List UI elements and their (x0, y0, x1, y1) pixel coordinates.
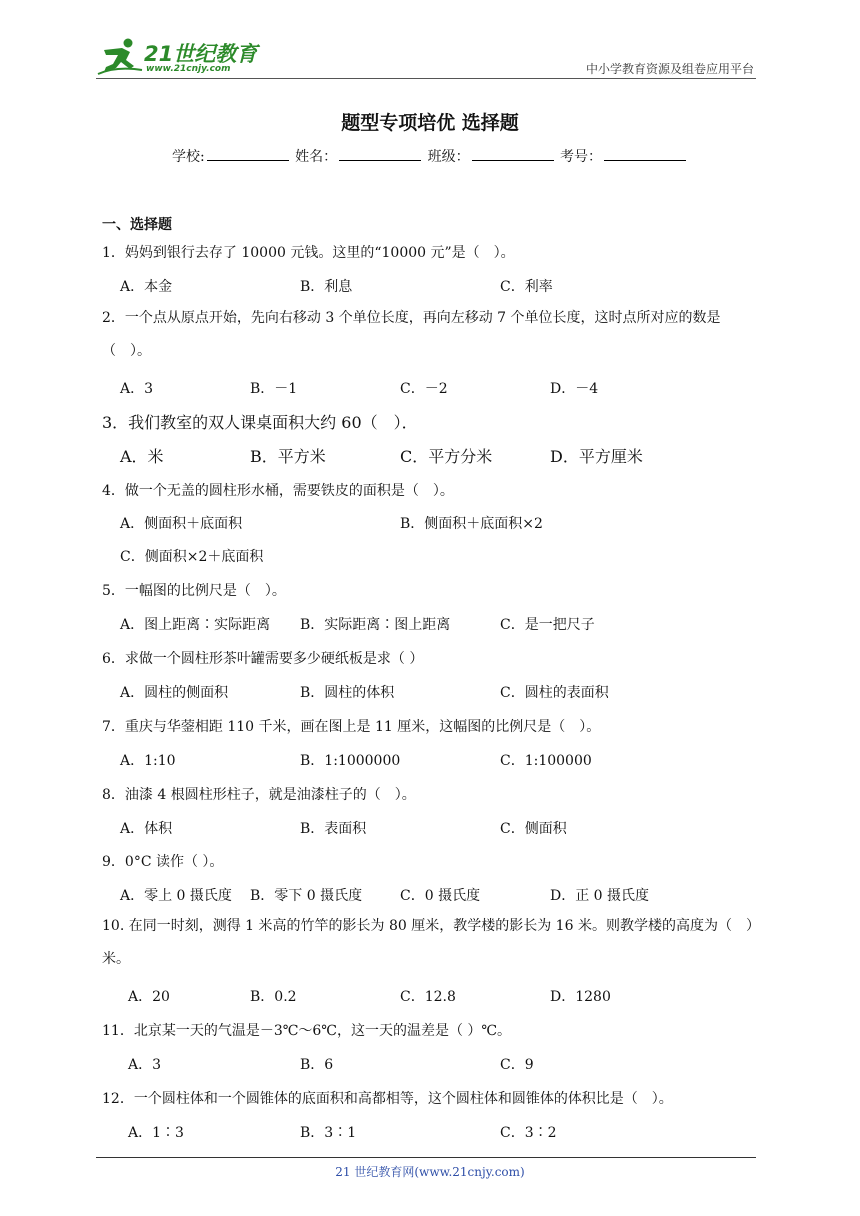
q6-option-b[interactable]: B．圆柱的体积 (300, 685, 395, 701)
question-5: 5．一幅图的比例尺是（ ）。 (102, 583, 286, 599)
question-4: 4．做一个无盖的圆柱形水桶，需要铁皮的面积是（ ）。 (102, 483, 454, 499)
q2-option-d[interactable]: D．－4 (550, 381, 599, 397)
q5-option-a[interactable]: A．图上距离∶实际距离 (120, 617, 271, 633)
q4-option-a[interactable]: A．侧面积＋底面积 (120, 516, 243, 532)
question-11: 11．北京某一天的气温是－3℃～6℃，这一天的温差是（ ）℃。 (102, 1023, 512, 1039)
q3-option-c[interactable]: C．平方分米 (400, 447, 493, 466)
q5-option-b[interactable]: B．实际距离∶图上距离 (300, 617, 451, 633)
q6-option-c[interactable]: C．圆柱的表面积 (500, 685, 609, 701)
question-3: 3．我们教室的双人课桌面积大约 60（ ）． (102, 413, 418, 432)
q10-option-b[interactable]: B．0.2 (250, 989, 297, 1005)
q11-option-a[interactable]: A．3 (128, 1057, 162, 1073)
school-blank[interactable] (207, 146, 289, 161)
school-label: 学校: (171, 149, 205, 165)
logo-text: 21世纪教育 (144, 42, 258, 66)
q7-option-a[interactable]: A．1:10 (120, 753, 176, 769)
q5-option-c[interactable]: C．是一把尺子 (500, 617, 595, 633)
q9-option-a[interactable]: A．零上 0 摄氏度 (120, 888, 232, 904)
q9-option-d[interactable]: D．正 0 摄氏度 (550, 888, 650, 904)
q2-option-b[interactable]: B．－1 (250, 381, 298, 397)
number-label: 考号： (560, 149, 603, 165)
question-7: 7．重庆与华蓥相距 110 千米，画在图上是 11 厘米，这幅图的比例尺是（ ）。 (102, 719, 601, 735)
platform-name: 中小学教育资源及组卷应用平台 (585, 62, 754, 76)
q9-option-b[interactable]: B．零下 0 摄氏度 (250, 888, 363, 904)
q7-option-c[interactable]: C．1:100000 (500, 753, 592, 769)
question-9: 9．0°C 读作（ ）。 (102, 854, 224, 870)
header-divider (96, 78, 756, 79)
question-2: 2．一个点从原点开始，先向右移动 3 个单位长度，再向左移动 7 个单位长度，这时点所对应的数是（ ）。 (102, 310, 721, 359)
logo-url: www.21cnjy.com (146, 64, 231, 74)
q12-option-b[interactable]: B．3∶1 (300, 1125, 357, 1141)
runner-logo-icon (96, 36, 144, 76)
q12-option-c[interactable]: C．3∶2 (500, 1125, 557, 1141)
q11-option-c[interactable]: C．9 (500, 1057, 534, 1073)
q4-option-b[interactable]: B．侧面积＋底面积×2 (400, 516, 543, 532)
q8-option-c[interactable]: C．侧面积 (500, 821, 567, 837)
class-blank[interactable] (472, 146, 554, 161)
q4-option-c[interactable]: C．侧面积×2＋底面积 (120, 549, 264, 565)
q1-option-c[interactable]: C．利率 (500, 279, 553, 295)
q3-option-d[interactable]: D．平方厘米 (550, 447, 643, 466)
question-12: 12．一个圆柱体和一个圆锥体的底面积和高都相等，这个圆柱体和圆锥体的体积比是（ ）。 (102, 1091, 673, 1107)
q11-option-b[interactable]: B．6 (300, 1057, 334, 1073)
class-label: 班级： (427, 149, 470, 165)
page-header (96, 30, 756, 78)
footer-divider (96, 1157, 756, 1158)
q7-option-b[interactable]: B．1:1000000 (300, 753, 401, 769)
name-label: 姓名： (295, 149, 338, 165)
question-1: 1．妈妈到银行去存了 10000 元钱。这里的“10000 元”是（ ）。 (102, 245, 515, 261)
q10-option-c[interactable]: C．12.8 (400, 989, 456, 1005)
q8-option-a[interactable]: A．体积 (120, 821, 173, 837)
q2-option-c[interactable]: C．－2 (400, 381, 448, 397)
question-10: 10. 在同一时刻，测得 1 米高的竹竿的影长为 80 厘米，教学楼的影长为 16 米。则教学楼的高度为（ ）米。 (102, 918, 760, 967)
q6-option-a[interactable]: A．圆柱的侧面积 (120, 685, 229, 701)
q2-option-a[interactable]: A．3 (120, 381, 154, 397)
q10-option-a[interactable]: A．20 (128, 989, 170, 1005)
q1-option-b[interactable]: B．利息 (300, 279, 353, 295)
question-8: 8．油漆 4 根圆柱形柱子，就是油漆柱子的（ ）。 (102, 787, 416, 803)
student-info-line (0, 146, 860, 166)
q8-option-b[interactable]: B．表面积 (300, 821, 367, 837)
number-blank[interactable] (604, 146, 686, 161)
q12-option-a[interactable]: A．1∶3 (128, 1125, 184, 1141)
name-blank[interactable] (339, 146, 421, 161)
question-6: 6．求做一个圆柱形茶叶罐需要多少硬纸板是求（ ） (102, 651, 424, 667)
q3-option-a[interactable]: A．米 (120, 447, 164, 466)
logo (96, 36, 266, 78)
q10-option-d[interactable]: D．1280 (550, 989, 611, 1005)
q3-option-b[interactable]: B．平方米 (250, 447, 326, 466)
page-title: 题型专项培优 选择题 (341, 112, 519, 134)
footer-link[interactable]: 21 世纪教育网(www.21cnjy.com) (335, 1165, 525, 1179)
q1-option-a[interactable]: A．本金 (120, 279, 173, 295)
q9-option-c[interactable]: C．0 摄氏度 (400, 888, 481, 904)
section-heading: 一、选择题 (102, 217, 172, 233)
